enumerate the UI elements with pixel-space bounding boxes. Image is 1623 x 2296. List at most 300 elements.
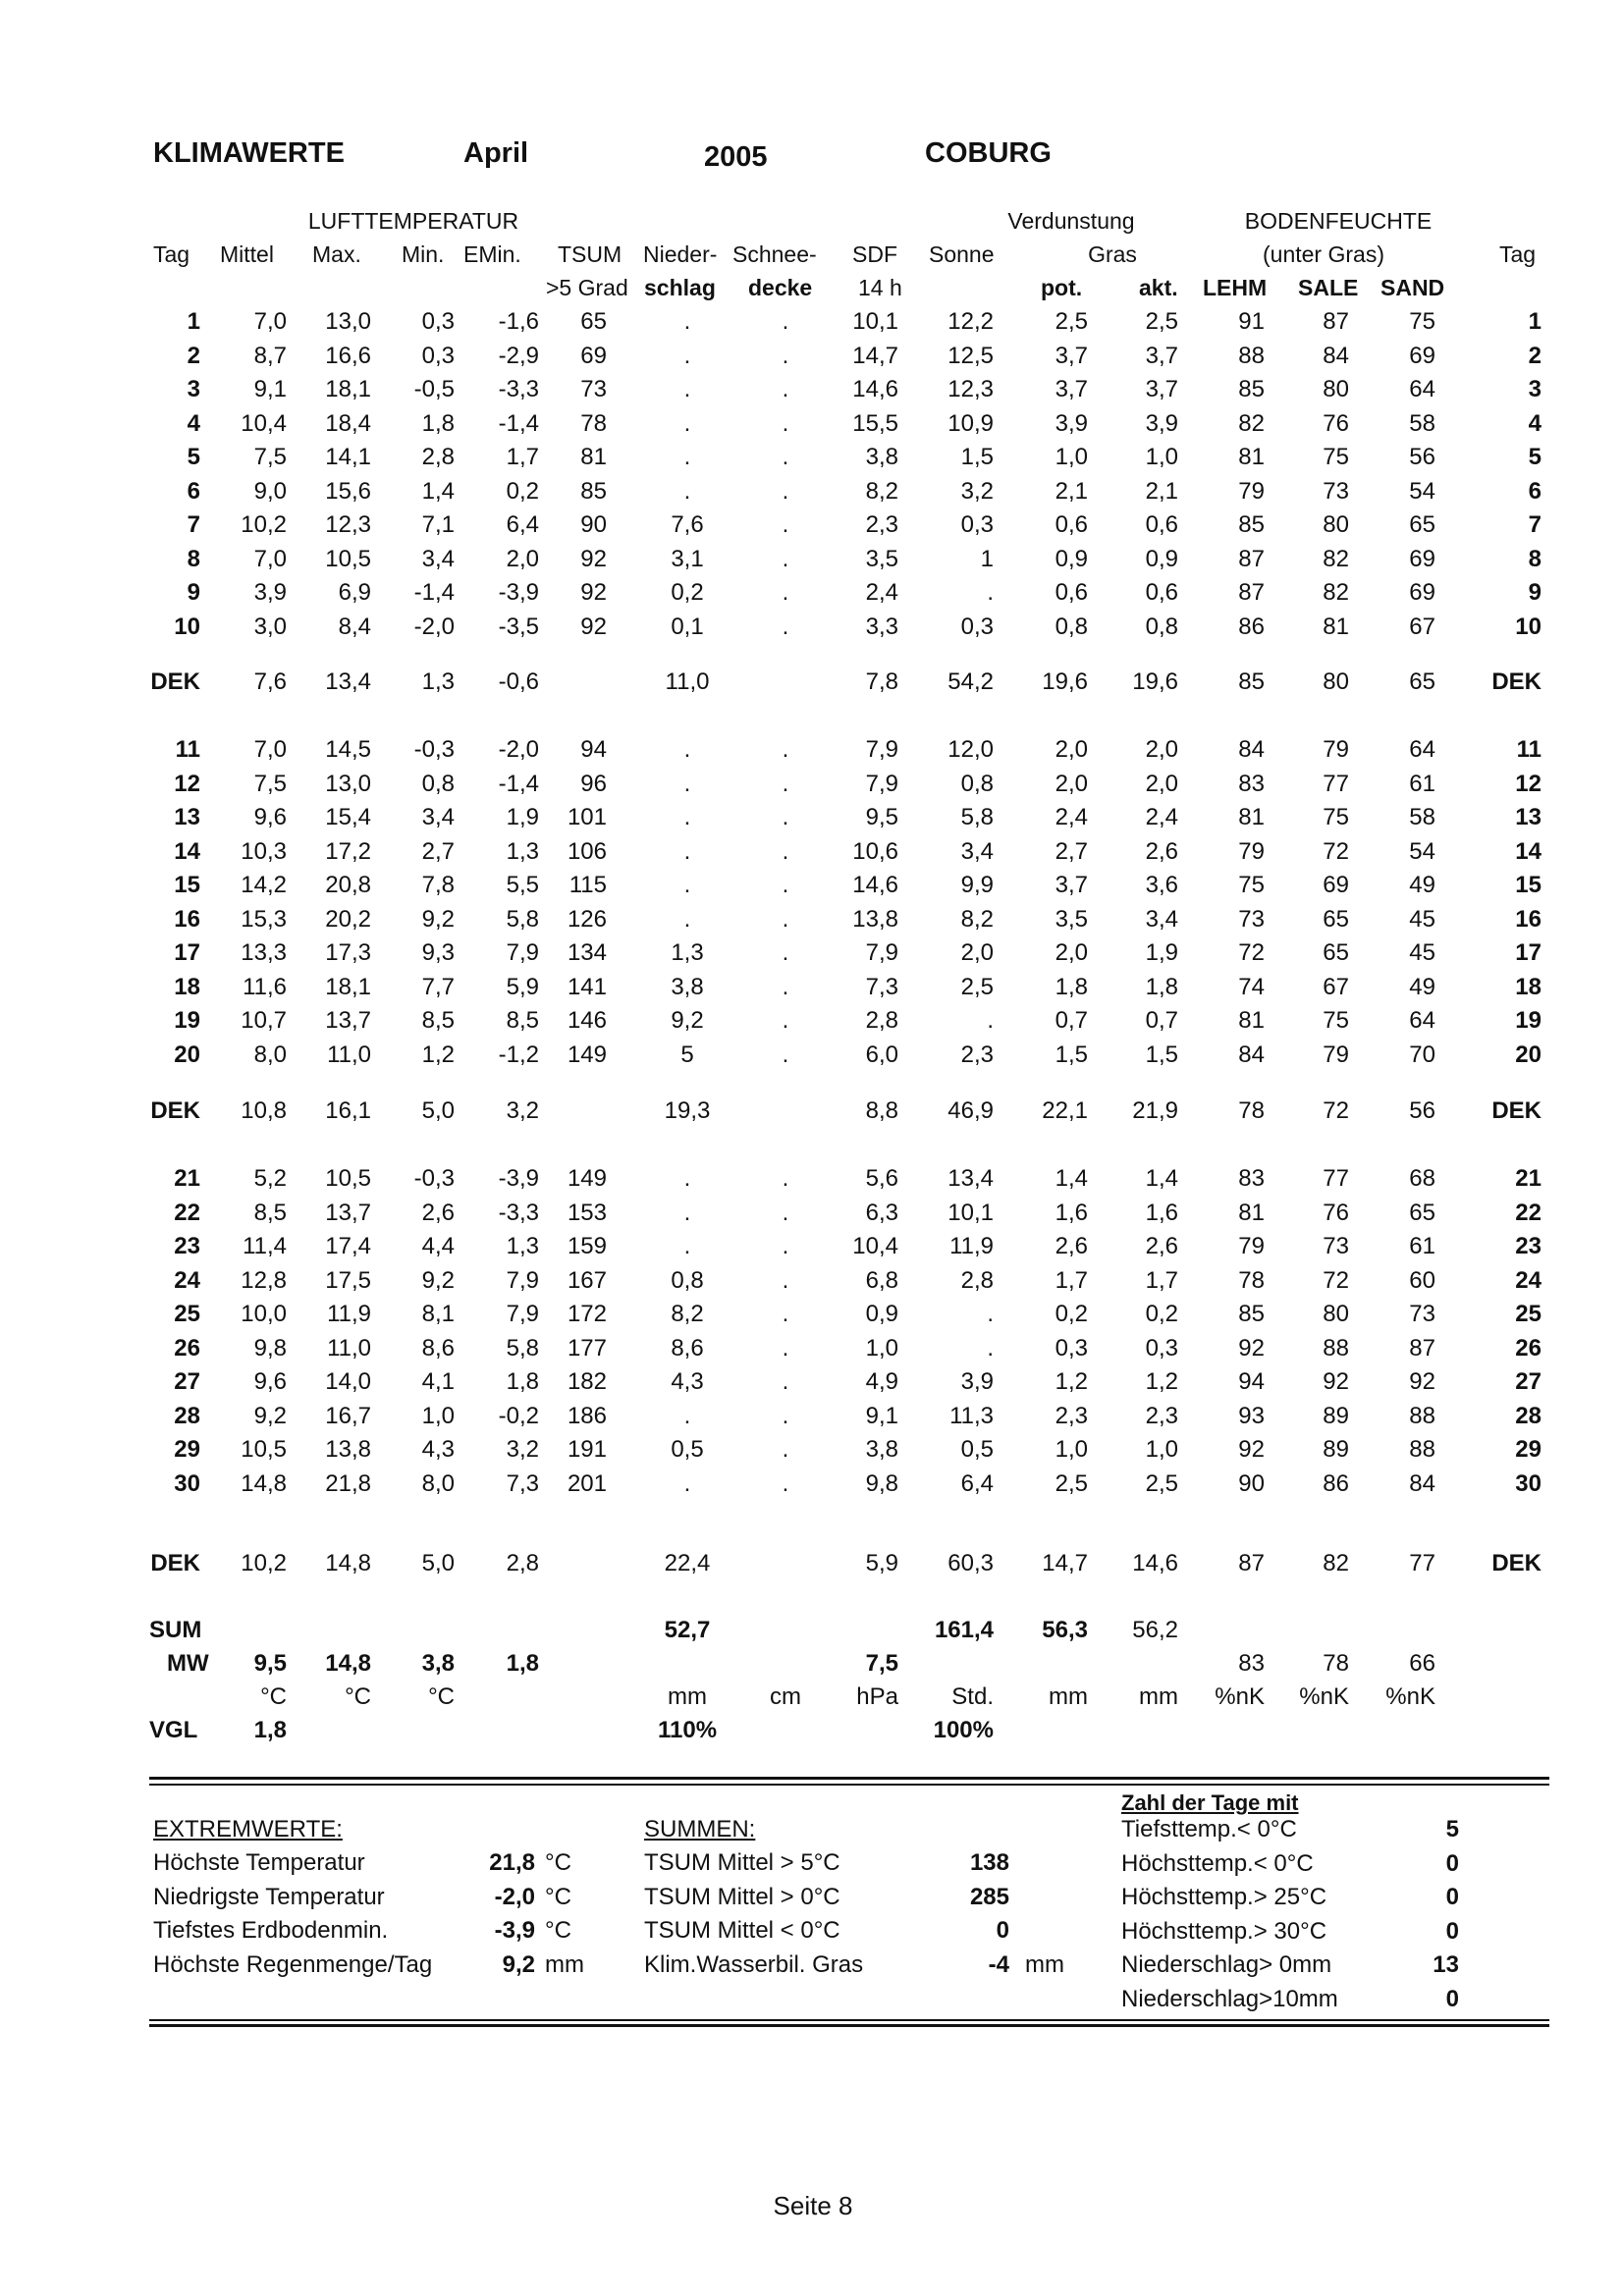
cell-akt: 21,9 (1132, 1097, 1178, 1124)
cell-lehm: 94 (1238, 1368, 1265, 1395)
cell-mittel: 15,3 (241, 906, 287, 933)
zahl-der-tage-label: Niederschlag> 0mm (1121, 1951, 1332, 1978)
cell-sale: 76 (1323, 410, 1349, 437)
cell-emin: 3,2 (506, 1436, 539, 1463)
cell-mittel: 11,6 (243, 974, 287, 1000)
cell-pot: 0,8 (1055, 614, 1088, 640)
cell-schnee: . (782, 1335, 789, 1362)
cell-tsum: 134 (567, 939, 607, 966)
cell-tag2: 1 (1528, 308, 1542, 335)
cell-sale: 92 (1323, 1368, 1349, 1395)
cell-schnee: . (782, 410, 789, 437)
zahl-der-tage-value: 13 (1433, 1951, 1459, 1978)
cell-nieder: 0,8 (671, 1267, 704, 1294)
cell-sdf: 2,4 (865, 579, 898, 606)
cell-tag2: 26 (1515, 1335, 1542, 1362)
cell-akt: 3,9 (1145, 410, 1178, 437)
cell-akt: 2,3 (1145, 1403, 1178, 1429)
cell-emin: -3,9 (498, 1165, 539, 1192)
cell-sdf: 7,9 (865, 736, 898, 763)
cell-tsum: 101 (567, 804, 607, 830)
cell-pot: 0,6 (1055, 511, 1088, 538)
cell-sdf: 7,3 (865, 974, 898, 1000)
cell-akt: 2,5 (1145, 308, 1178, 335)
cell-sale: 86 (1323, 1470, 1349, 1497)
cell-schnee: . (782, 804, 789, 830)
cell-sand: 65 (1409, 511, 1435, 538)
cell-sonne: 8,2 (960, 906, 994, 933)
summen-value: 138 (969, 1849, 1009, 1876)
cell-min: 1,2 (421, 1041, 455, 1068)
cell-tag: 18 (174, 974, 200, 1000)
cell-mittel: 7,0 (253, 308, 287, 335)
cell-max: 8,4 (338, 614, 371, 640)
mw-row-emin: 1,8 (506, 1650, 539, 1677)
cell-min: 8,5 (421, 1007, 455, 1034)
cell-pot: 2,6 (1055, 1233, 1088, 1259)
cell-max: 16,7 (325, 1403, 371, 1429)
cell-akt: 2,0 (1145, 736, 1178, 763)
cell-nieder: . (683, 1165, 691, 1192)
cell-max: 16,1 (325, 1097, 371, 1124)
cell-emin: -2,0 (498, 736, 539, 763)
cell-tsum: 149 (567, 1165, 607, 1192)
cell-mittel: 7,6 (253, 668, 287, 695)
mw-row-mittel: 9,5 (253, 1650, 287, 1677)
summen-heading: SUMMEN: (644, 1816, 756, 1842)
cell-nieder: . (683, 1470, 691, 1497)
cell-nieder: . (683, 736, 691, 763)
cell-tsum: 141 (567, 974, 607, 1000)
extremwerte-value: -2,0 (494, 1883, 535, 1910)
summen-value: 285 (969, 1883, 1009, 1910)
cell-sand: 65 (1409, 668, 1435, 695)
cell-tag: 26 (174, 1335, 200, 1362)
cell-tag2: 16 (1515, 906, 1542, 933)
cell-min: 1,4 (421, 478, 455, 505)
cell-max: 20,2 (325, 906, 371, 933)
cell-sale: 79 (1323, 1041, 1349, 1068)
cell-nieder: . (683, 872, 691, 898)
cell-sale: 76 (1323, 1200, 1349, 1226)
cell-sdf: 14,6 (852, 376, 898, 402)
cell-sand: 65 (1409, 1200, 1435, 1226)
cell-akt: 3,6 (1145, 872, 1178, 898)
cell-tsum: 73 (580, 376, 607, 402)
cell-sale: 69 (1323, 872, 1349, 898)
cell-tag2: 8 (1528, 546, 1542, 572)
cell-pot: 22,1 (1042, 1097, 1088, 1124)
cell-tsum: 106 (567, 838, 607, 865)
cell-schnee: . (782, 614, 789, 640)
cell-lehm: 93 (1238, 1403, 1265, 1429)
units-row-sand: %nK (1385, 1683, 1435, 1710)
title-year: 2005 (704, 141, 768, 173)
cell-schnee: . (782, 511, 789, 538)
vgl-row-sonne: 100% (933, 1717, 994, 1743)
cell-max: 12,3 (325, 511, 371, 538)
units-row-akt: mm (1139, 1683, 1178, 1710)
cell-sale: 79 (1323, 736, 1349, 763)
cell-sand: 49 (1409, 974, 1435, 1000)
cell-sdf: 9,5 (865, 804, 898, 830)
cell-schnee: . (782, 1301, 789, 1327)
cell-tag: DEK (150, 1097, 200, 1124)
cell-sand: 69 (1409, 546, 1435, 572)
cell-tag2: DEK (1491, 1550, 1542, 1576)
cell-nieder: . (683, 771, 691, 797)
vgl-row-mittel: 1,8 (253, 1717, 287, 1743)
cell-lehm: 79 (1238, 838, 1265, 865)
cell-pot: 2,5 (1055, 308, 1088, 335)
cell-sdf: 10,1 (852, 308, 898, 335)
cell-sonne: 9,9 (960, 872, 994, 898)
mw-row-sale: 78 (1323, 1650, 1349, 1677)
zahl-der-tage-heading: Zahl der Tage mit (1121, 1790, 1299, 1815)
cell-sonne: 2,3 (960, 1041, 994, 1068)
cell-min: 0,8 (421, 771, 455, 797)
header-schnee: Schnee- (732, 241, 817, 267)
cell-lehm: 84 (1238, 1041, 1265, 1068)
cell-pot: 2,4 (1055, 804, 1088, 830)
header-lehm: LEHM (1203, 275, 1268, 300)
cell-sonne: 0,3 (960, 614, 994, 640)
cell-min: 1,3 (421, 668, 455, 695)
cell-tsum: 65 (580, 308, 607, 335)
cell-sale: 75 (1323, 804, 1349, 830)
cell-max: 13,8 (325, 1436, 371, 1463)
cell-tag2: 24 (1515, 1267, 1542, 1294)
cell-sdf: 0,9 (865, 1301, 898, 1327)
cell-mittel: 8,7 (253, 343, 287, 369)
cell-tag2: DEK (1491, 668, 1542, 695)
cell-pot: 1,8 (1055, 974, 1088, 1000)
cell-max: 17,5 (325, 1267, 371, 1294)
cell-nieder: . (683, 906, 691, 933)
cell-schnee: . (782, 1368, 789, 1395)
cell-schnee: . (782, 1470, 789, 1497)
cell-akt: 0,2 (1145, 1301, 1178, 1327)
zahl-der-tage-value: 0 (1445, 1985, 1459, 2012)
cell-lehm: 83 (1238, 771, 1265, 797)
header-max: Max. (312, 241, 361, 267)
extremwerte-label: Tiefstes Erdbodenmin. (153, 1917, 389, 1944)
cell-akt: 1,6 (1145, 1200, 1178, 1226)
cell-sale: 73 (1323, 1233, 1349, 1259)
cell-nieder: . (683, 308, 691, 335)
cell-tag: 12 (174, 771, 200, 797)
cell-min: 4,4 (421, 1233, 455, 1259)
zahl-der-tage-value: 0 (1445, 1884, 1459, 1910)
cell-akt: 1,4 (1145, 1165, 1178, 1192)
cell-pot: 1,0 (1055, 444, 1088, 470)
cell-tsum: 90 (580, 511, 607, 538)
cell-tag2: 30 (1515, 1470, 1542, 1497)
zahl-der-tage-label: Tiefsttemp.< 0°C (1121, 1816, 1297, 1842)
units-row-sale: %nK (1299, 1683, 1349, 1710)
cell-min: 4,3 (421, 1436, 455, 1463)
cell-mittel: 11,4 (243, 1233, 287, 1259)
cell-sdf: 6,3 (865, 1200, 898, 1226)
cell-akt: 1,0 (1145, 444, 1178, 470)
cell-sonne: 6,4 (960, 1470, 994, 1497)
vgl-row-label: VGL (149, 1717, 198, 1743)
cell-tag: 30 (174, 1470, 200, 1497)
cell-sonne: 12,5 (947, 343, 994, 369)
cell-mittel: 9,6 (253, 804, 287, 830)
cell-max: 15,6 (325, 478, 371, 505)
cell-mittel: 5,2 (253, 1165, 287, 1192)
cell-tag: 10 (174, 614, 200, 640)
cell-lehm: 85 (1238, 511, 1265, 538)
sum-row-label: SUM (149, 1617, 202, 1643)
cell-sale: 77 (1323, 771, 1349, 797)
cell-emin: 7,9 (506, 1267, 539, 1294)
cell-mittel: 10,2 (241, 511, 287, 538)
mw-row-min: 3,8 (421, 1650, 455, 1677)
cell-akt: 3,4 (1145, 906, 1178, 933)
cell-max: 17,2 (325, 838, 371, 865)
cell-sale: 80 (1323, 1301, 1349, 1327)
cell-mittel: 7,0 (253, 546, 287, 572)
cell-sonne: 3,2 (960, 478, 994, 505)
cell-emin: 1,3 (506, 838, 539, 865)
cell-pot: 2,7 (1055, 838, 1088, 865)
cell-lehm: 84 (1238, 736, 1265, 763)
zahl-der-tage-value: 0 (1445, 1917, 1459, 1945)
header-mittel: Mittel (220, 241, 274, 267)
cell-schnee: . (782, 939, 789, 966)
cell-emin: -1,6 (498, 308, 539, 335)
cell-sand: 92 (1409, 1368, 1435, 1395)
cell-mittel: 8,0 (253, 1041, 287, 1068)
cell-pot: 1,6 (1055, 1200, 1088, 1226)
cell-sdf: 15,5 (852, 410, 898, 437)
cell-min: 2,7 (421, 838, 455, 865)
summen-label: TSUM Mittel > 0°C (644, 1883, 840, 1910)
cell-min: 8,0 (421, 1470, 455, 1497)
cell-tag: 19 (174, 1007, 200, 1034)
cell-mittel: 10,4 (241, 410, 287, 437)
cell-sale: 80 (1323, 376, 1349, 402)
cell-mittel: 10,2 (241, 1550, 287, 1576)
header-verdunstung: Verdunstung (1007, 208, 1135, 234)
cell-akt: 0,6 (1145, 579, 1178, 606)
cell-sdf: 3,3 (865, 614, 898, 640)
cell-sale: 72 (1323, 1097, 1349, 1124)
cell-sdf: 3,8 (865, 444, 898, 470)
extremwerte-label: Höchste Temperatur (153, 1849, 365, 1876)
cell-lehm: 81 (1238, 444, 1265, 470)
cell-schnee: . (782, 1233, 789, 1259)
extremwerte-label: Höchste Regenmenge/Tag (153, 1950, 433, 1978)
cell-schnee: . (782, 1267, 789, 1294)
cell-schnee: . (782, 1007, 789, 1034)
cell-tsum: 172 (567, 1301, 607, 1327)
cell-min: 3,4 (421, 804, 455, 830)
cell-lehm: 81 (1238, 804, 1265, 830)
cell-sonne: 1,5 (960, 444, 994, 470)
cell-emin: 5,5 (506, 872, 539, 898)
cell-sonne: 11,3 (949, 1403, 994, 1429)
cell-sale: 75 (1323, 444, 1349, 470)
cell-mittel: 10,5 (241, 1436, 287, 1463)
cell-nieder: . (683, 804, 691, 830)
cell-tag2: 21 (1515, 1165, 1542, 1192)
cell-akt: 2,1 (1145, 478, 1178, 505)
cell-sdf: 9,8 (865, 1470, 898, 1497)
cell-tag: 24 (174, 1267, 200, 1294)
mw-row-sand: 66 (1409, 1650, 1435, 1677)
title-station: COBURG (925, 137, 1052, 169)
cell-akt: 19,6 (1132, 668, 1178, 695)
cell-schnee: . (782, 771, 789, 797)
cell-min: 1,0 (421, 1403, 455, 1429)
cell-tag: 28 (174, 1403, 200, 1429)
header-tag-left: Tag (153, 241, 190, 267)
cell-pot: 3,9 (1055, 410, 1088, 437)
cell-sdf: 8,8 (865, 1097, 898, 1124)
cell-min: 1,8 (421, 410, 455, 437)
cell-sonne: 12,2 (947, 308, 994, 335)
header-min: Min. (402, 241, 445, 267)
cell-sand: 69 (1409, 579, 1435, 606)
cell-sonne: 60,3 (947, 1550, 994, 1576)
cell-max: 13,4 (325, 668, 371, 695)
cell-tag2: 11 (1516, 736, 1542, 763)
cell-lehm: 81 (1238, 1007, 1265, 1034)
cell-min: 4,1 (421, 1368, 455, 1395)
cell-nieder: . (683, 1233, 691, 1259)
cell-lehm: 83 (1238, 1165, 1265, 1192)
extremwerte-value: 9,2 (502, 1950, 535, 1978)
cell-sale: 88 (1323, 1335, 1349, 1362)
cell-sale: 89 (1323, 1403, 1349, 1429)
cell-sonne: 13,4 (947, 1165, 994, 1192)
cell-sand: 56 (1409, 1097, 1435, 1124)
cell-mittel: 10,0 (241, 1301, 287, 1327)
cell-nieder: 8,2 (671, 1301, 704, 1327)
cell-lehm: 78 (1238, 1267, 1265, 1294)
cell-sand: 58 (1409, 410, 1435, 437)
title-month: April (463, 137, 529, 169)
title-label: KLIMAWERTE (153, 137, 345, 169)
cell-sale: 65 (1323, 939, 1349, 966)
cell-tag: DEK (150, 1550, 200, 1576)
cell-sand: 49 (1409, 872, 1435, 898)
header-sdf: SDF (852, 241, 897, 267)
header-unter-gras: (unter Gras) (1263, 241, 1384, 267)
cell-max: 16,6 (325, 343, 371, 369)
cell-sonne: . (987, 1007, 994, 1034)
cell-akt: 0,7 (1145, 1007, 1178, 1034)
cell-akt: 2,4 (1145, 804, 1178, 830)
zahl-der-tage-label: Höchsttemp.> 30°C (1121, 1917, 1327, 1945)
cell-lehm: 92 (1238, 1335, 1265, 1362)
cell-sale: 67 (1323, 974, 1349, 1000)
cell-emin: -0,2 (498, 1403, 539, 1429)
cell-min: 2,6 (421, 1200, 455, 1226)
cell-nieder: 19,3 (664, 1097, 711, 1124)
cell-min: 2,8 (421, 444, 455, 470)
cell-mittel: 9,8 (253, 1335, 287, 1362)
cell-tsum: 92 (580, 579, 607, 606)
divider-top-thin (149, 1784, 1549, 1786)
cell-akt: 14,6 (1132, 1550, 1178, 1576)
cell-max: 21,8 (325, 1470, 371, 1497)
cell-max: 11,9 (327, 1301, 371, 1327)
cell-pot: 0,9 (1055, 546, 1088, 572)
cell-mittel: 14,8 (241, 1470, 287, 1497)
cell-mittel: 7,5 (253, 444, 287, 470)
cell-emin: 3,2 (506, 1097, 539, 1124)
cell-schnee: . (782, 736, 789, 763)
cell-emin: -3,3 (498, 1200, 539, 1226)
cell-max: 11,0 (327, 1041, 371, 1068)
cell-sale: 82 (1323, 579, 1349, 606)
cell-sdf: 7,9 (865, 771, 898, 797)
cell-tag: 1 (187, 308, 200, 335)
cell-emin: 8,5 (506, 1007, 539, 1034)
cell-sand: 64 (1409, 1007, 1435, 1034)
cell-emin: -3,3 (498, 376, 539, 402)
header-sonne: Sonne (929, 241, 995, 267)
cell-sdf: 10,6 (852, 838, 898, 865)
cell-nieder: 22,4 (664, 1550, 711, 1576)
cell-pot: 14,7 (1042, 1550, 1088, 1576)
cell-nieder: 7,6 (671, 511, 704, 538)
cell-max: 14,8 (325, 1550, 371, 1576)
cell-akt: 2,0 (1145, 771, 1178, 797)
header-schnee-sub: decke (748, 275, 813, 300)
cell-mittel: 7,0 (253, 736, 287, 763)
cell-sdf: 9,1 (865, 1403, 898, 1429)
cell-schnee: . (782, 579, 789, 606)
cell-schnee: . (782, 478, 789, 505)
cell-emin: -2,9 (498, 343, 539, 369)
cell-emin: 1,3 (506, 1233, 539, 1259)
cell-sand: 56 (1409, 444, 1435, 470)
cell-nieder: 3,1 (671, 546, 704, 572)
cell-sonne: 0,5 (960, 1436, 994, 1463)
cell-sand: 84 (1409, 1470, 1435, 1497)
cell-tag: 15 (174, 872, 200, 898)
cell-sdf: 14,6 (852, 872, 898, 898)
cell-tag2: 17 (1515, 939, 1542, 966)
cell-akt: 2,6 (1145, 1233, 1178, 1259)
cell-mittel: 9,6 (253, 1368, 287, 1395)
cell-lehm: 79 (1238, 478, 1265, 505)
cell-lehm: 85 (1238, 668, 1265, 695)
cell-mittel: 13,3 (241, 939, 287, 966)
divider-bottom-thin (149, 2019, 1549, 2021)
cell-sand: 73 (1409, 1301, 1435, 1327)
cell-sand: 64 (1409, 736, 1435, 763)
cell-lehm: 81 (1238, 1200, 1265, 1226)
units-row-mittel: °C (260, 1683, 287, 1710)
summen-label: TSUM Mittel < 0°C (644, 1917, 840, 1944)
cell-emin: -3,9 (498, 579, 539, 606)
cell-lehm: 91 (1238, 308, 1265, 335)
units-row-max: °C (345, 1683, 371, 1710)
cell-nieder: 0,2 (671, 579, 704, 606)
header-gras: Gras (1088, 241, 1137, 267)
cell-tsum: 92 (580, 546, 607, 572)
cell-sand: 88 (1409, 1403, 1435, 1429)
cell-tsum: 186 (567, 1403, 607, 1429)
cell-sand: 54 (1409, 478, 1435, 505)
cell-pot: 2,0 (1055, 939, 1088, 966)
